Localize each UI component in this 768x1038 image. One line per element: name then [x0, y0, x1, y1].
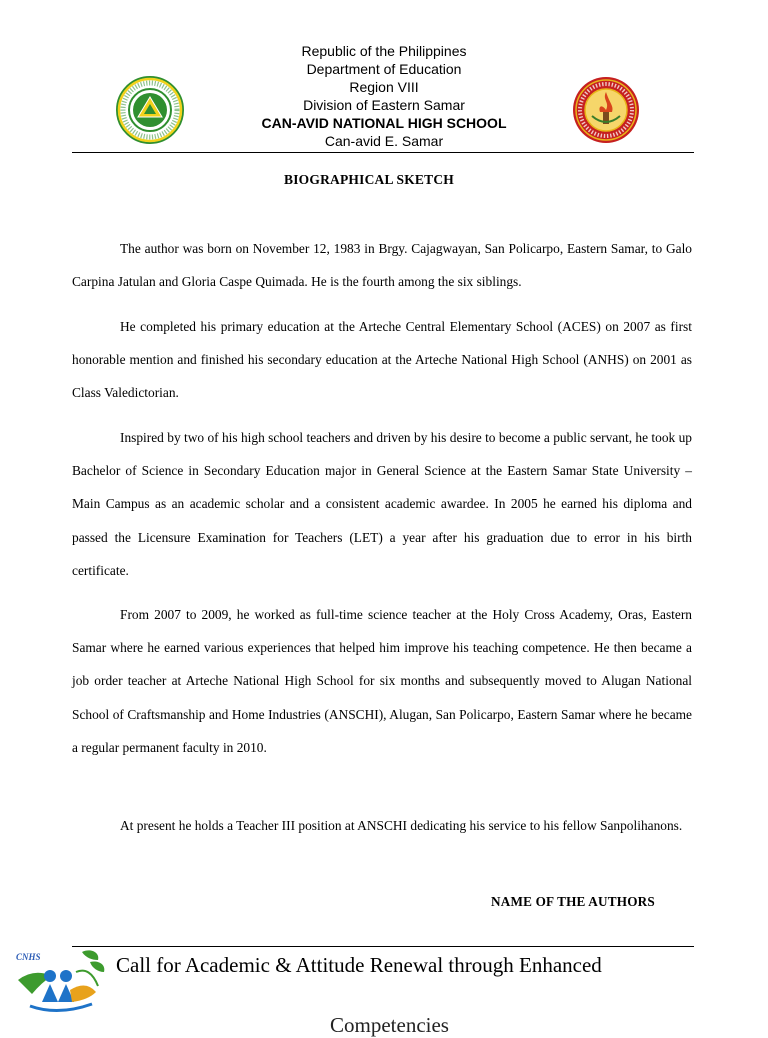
- republic-line: Republic of the Philippines: [301, 43, 467, 59]
- author-signature: NAME OF THE AUTHORS: [491, 894, 655, 909]
- paragraph-2: He completed his primary education at the Arteche Central Elementary School (ACES) on 2007 as first honorable mention and finished his secondary education at the Arteche National High School (ANHS) on 2001 as Class Valedictorian.: [72, 319, 692, 401]
- footer-divider: [72, 946, 694, 947]
- region-line: Region VIII: [349, 79, 419, 95]
- header-divider: [72, 152, 694, 153]
- school-seal-icon: [572, 76, 640, 144]
- department-line: Department of Education: [306, 61, 462, 77]
- footer-slogan: Call for Academic & Attitude Renewal through Enhanced: [116, 953, 602, 977]
- document-title: BIOGRAPHICAL SKETCH: [284, 172, 454, 187]
- division-line: Division of Eastern Samar: [303, 97, 465, 113]
- paragraph-4: From 2007 to 2009, he worked as full-time science teacher at the Holy Cross Academy, Oras, Eastern Samar where he earned various experiences that helped him improve his teaching competence. He then became a job order teacher at Arteche National High School for six months and subsequently moved to Alugan National School of Craftsmanship and Home Industries (ANSCHI), Alugan, San Policarpo, Eastern Samar where he became a regular permanent faculty in 2010.: [72, 607, 692, 755]
- school-name: CAN-AVID NATIONAL HIGH SCHOOL: [261, 115, 507, 131]
- school-address: Can-avid E. Samar: [324, 133, 444, 149]
- footer-slogan-continued: Competencies: [330, 1013, 449, 1037]
- paragraph-1: The author was born on November 12, 1983 in Brgy. Cajagwayan, San Policarpo, Eastern Samar, to Galo Carpina Jatulan and Gloria Caspe Quimada. He is the fourth among the six siblings.: [72, 241, 692, 290]
- paragraph-3: Inspired by two of his high school teachers and driven by his desire to become a public servant, he took up Bachelor of Science in Secondary Education major in General Science at the Eastern Samar State University – Main Campus as an academic scholar and a consistent academic awardee. In 2005 he earned his diploma and passed the Licensure Examination for Teachers (LET) a year after his graduation due to error in his birth certificate.: [72, 430, 692, 578]
- cnhs-logo-icon: [12, 946, 112, 1020]
- paragraph-5: At present he holds a Teacher III position at ANSCHI dedicating his service to his fellow Sanpolihanons.: [120, 818, 683, 833]
- cnhs-logo-label: CNHS: [16, 952, 41, 962]
